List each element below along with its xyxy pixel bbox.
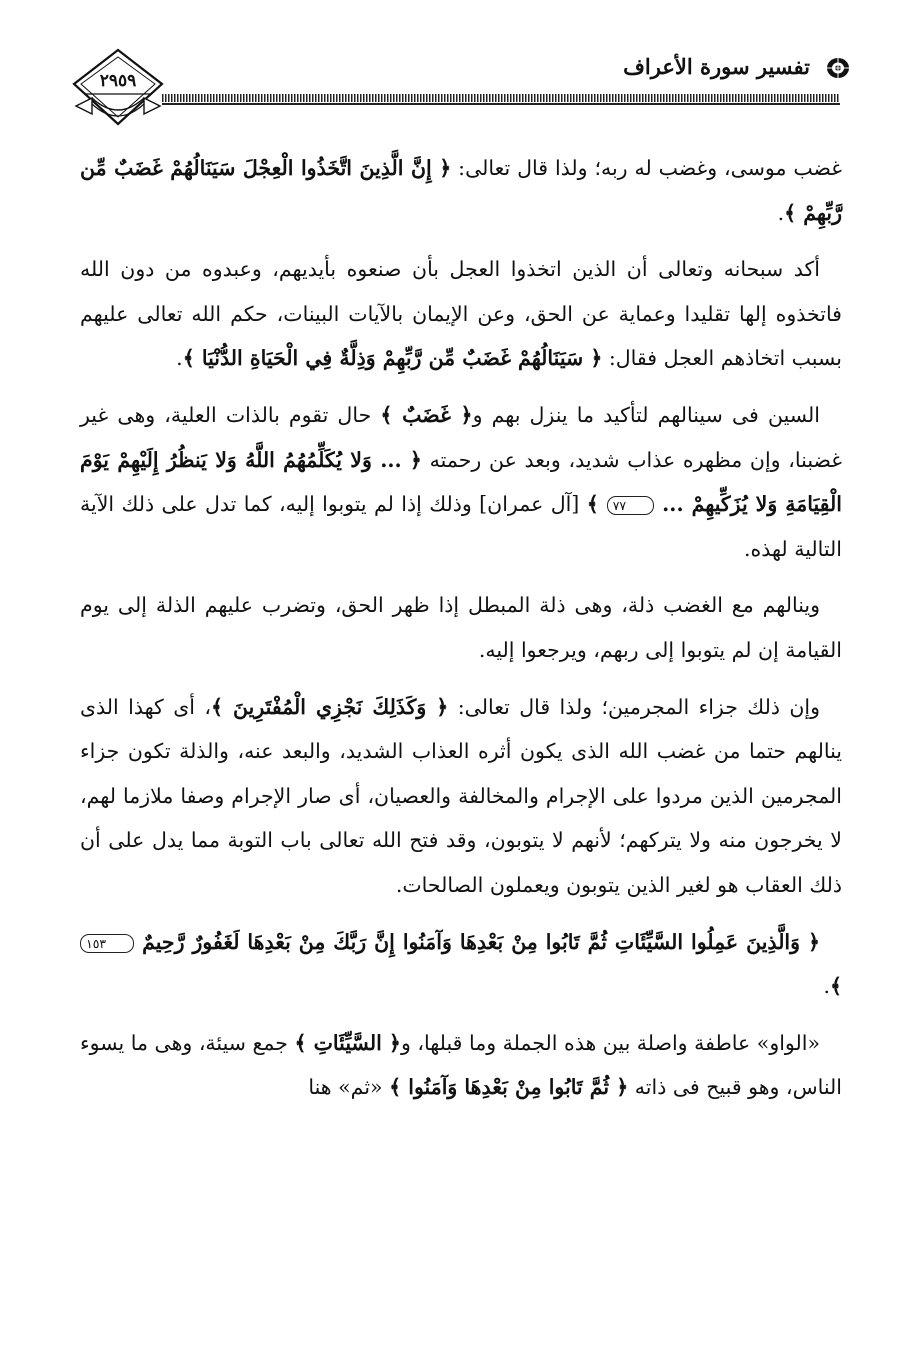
quran-verse: ﴾	[829, 974, 842, 999]
paragraph-text: .	[823, 974, 830, 999]
paragraph-text: .	[777, 200, 785, 225]
paragraph-5	[80, 685, 842, 908]
running-title: تفسير سورة الأعراف	[623, 54, 810, 79]
body-text	[80, 146, 842, 1122]
paragraph-text: غضب موسى، وغضب له ربه؛ ولذا قال تعالى:	[451, 156, 842, 180]
quran-verse: ﴿ غَضَبٌ ﴾	[380, 402, 473, 427]
paragraph-text: جمع سيئة، وهى ما يسوء الناس، وهو قبيح فى ذاته	[80, 1030, 842, 1100]
paragraph-text: «الواو» عاطفة واصلة بين هذه الجملة وما قبلها، و	[400, 1030, 821, 1055]
quran-verse: ﴿ وَالَّذِينَ عَمِلُوا السَّيِّئَاتِ ثُمَّ تَابُوا مِنْ بَعْدِهَا وَآمَنُوا إِنَّ رَبَّكَ مِنْ بَعْدِهَا لَغَفُورٌ رَّحِيمٌ	[134, 929, 820, 954]
paragraph-text: وإن ذلك جزاء المجرمين؛ ولذا قال تعالى:	[448, 694, 820, 719]
header-rule-base	[162, 103, 840, 105]
quran-verse: ﴿ ... وَلا يُكَلِّمُهُمُ اللَّهُ وَلا يَنظُرُ إِلَيْهِمْ يَوْمَ الْقِيَامَةِ وَلا يُزَكِّيهِمْ ...	[80, 447, 842, 517]
quran-verse: ﴿ سَيَنَالُهُمْ غَضَبٌ مِّن رَّبِّهِمْ وَذِلَّةٌ فِي الْحَيَاةِ الدُّنْيَا ﴾	[182, 346, 603, 371]
ayah-number-marker: ١٥٣	[80, 934, 134, 953]
paragraph-1	[80, 146, 842, 235]
paragraph-text: وينالهم مع الغضب ذلة، وهى ذلة المبطل إذا ظهر الحق، وتضرب عليهم الذلة إلى يوم القيامة إن لم يتوبوا إلى ربهم، ويرجعوا إليه.	[80, 593, 842, 662]
paragraph-4	[80, 583, 842, 672]
quran-verse: ﴿ السَّيِّئَاتِ ﴾	[294, 1030, 401, 1055]
paragraph-6	[80, 920, 842, 1009]
page-header	[70, 48, 850, 128]
quran-verse: ﴿ وَكَذَلِكَ نَجْزِي الْمُفْتَرِينَ ﴾	[210, 694, 449, 719]
paragraph-text: .	[176, 346, 183, 371]
paragraph-text: «ثم» هنا	[308, 1075, 390, 1100]
ayah-number-marker: ٧٧	[607, 496, 654, 515]
paragraph-text: ، أى كهذا الذى ينالهم حتما من غضب الله الذى يكون أثره العذاب الشديد، والبعد عنه، والذلة تكون جزاء المجرمين الذين مردوا على الإجرام والمخالفة والعصيان، أى صار الإجرام وصفا ملازما لهم، لا يخرجون منه ولا يتركهم؛ لأنهم لا يتوبون، وقد فتح الله تعالى باب التوبة مما يدل على أن ذلك العقاب هو لغير الذين يتوبون ويعملون الصالحات.	[80, 694, 842, 897]
paragraph-2	[80, 247, 842, 381]
quran-verse: ﴿ ثُمَّ تَابُوا مِنْ بَعْدِهَا وَآمَنُوا ﴾	[389, 1075, 629, 1100]
quran-verse: ﴿ إِنَّ الَّذِينَ اتَّخَذُوا الْعِجْلَ سَيَنَالُهُمْ غَضَبٌ مِّن رَّبِّهِمْ ﴾	[80, 156, 842, 225]
paragraph-text: حال تقوم بالذات العلية، وهى غير غضبنا، وإن مظهره عذاب شديد، وبعد عن رحمته	[80, 402, 843, 472]
paragraph-3	[80, 393, 842, 571]
paragraph-text: السين فى سينالهم لتأكيد ما ينزل بهم و	[472, 402, 820, 427]
paragraph-7	[80, 1021, 842, 1110]
page-number: ٢٩٥٩	[99, 71, 137, 91]
rosette-ornament-icon	[826, 57, 850, 79]
paragraph-text: أكد سبحانه وتعالى أن الذين اتخذوا العجل بأن صنعوه بأيديهم، وعبدوه من دون الله فاتخذوه إلها تقليدا وعماية عن الحق، وعن الإيمان بالآيات البينات، حكم الله تعالى عليهم بسبب اتخاذهم العجل فقال:	[80, 257, 842, 371]
header-rule	[162, 94, 840, 102]
paragraph-text: [آل عمران] وذلك إذا لم يتوبوا إليه، كما تدل على ذلك الآية التالية لهذه.	[80, 492, 842, 561]
quran-verse: ﴾	[586, 492, 607, 517]
